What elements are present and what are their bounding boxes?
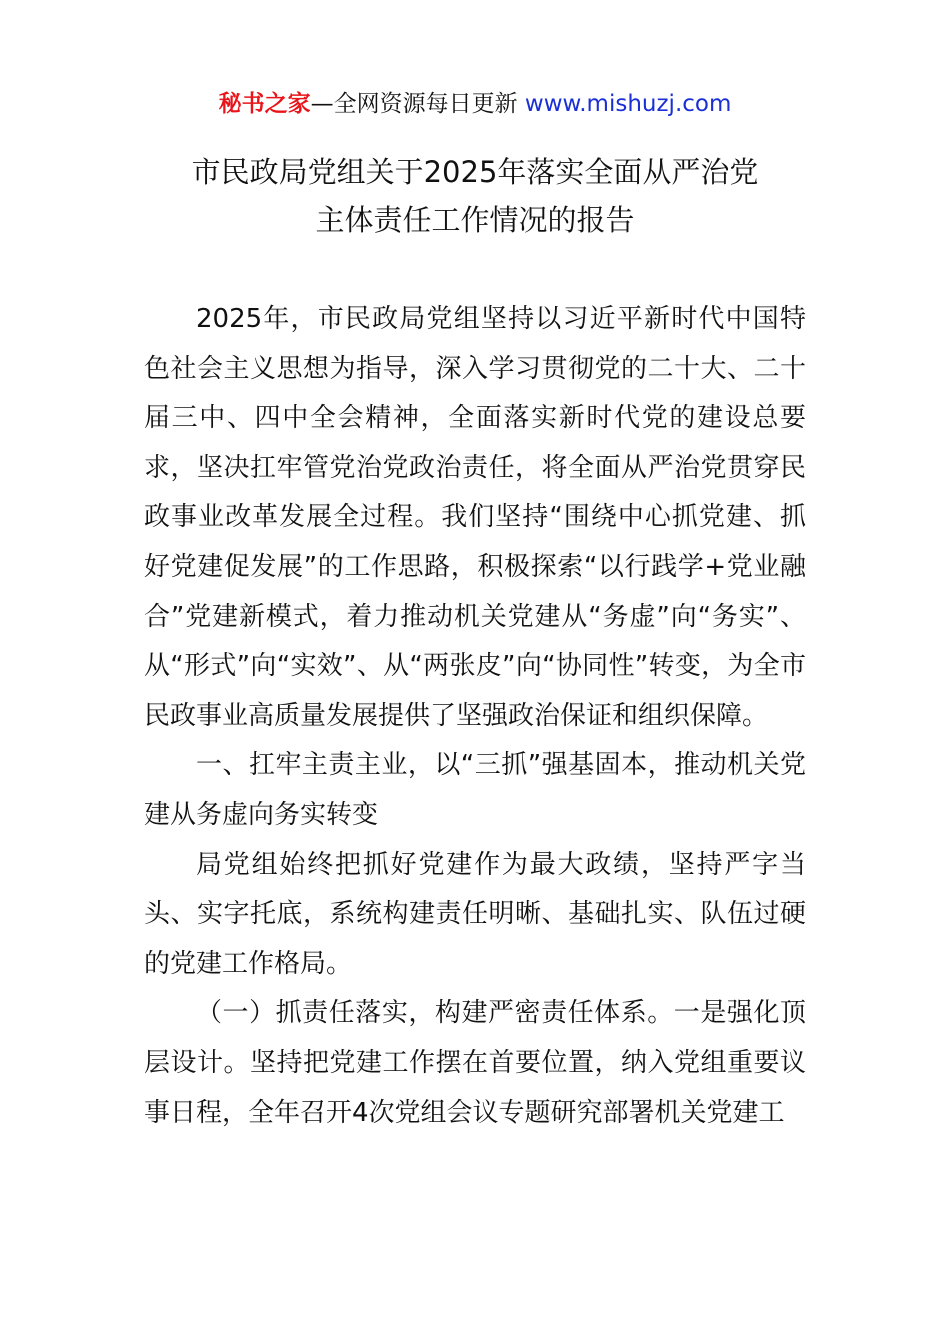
site-url[interactable]: www.mishuzj.com [524, 91, 732, 117]
site-header [0, 88, 950, 120]
intro-paragraph: 2025年，市民政局党组坚持以习近平新时代中国特色社会主义思想为指导，深入学习贯彻党的二十大、二十届三中、四中全会精神，全面落实新时代党的建设总要求，坚决扛牢管党治党政治责任，将全面从严治党贯穿民政事业改革发展全过程。我们坚持“围绕中心抓党建、抓好党建促发展”的工作思路，积极探索“以行践学+党业融合”党建新模式，着力推动机关党建从“务虚”向“务实”、从“形式”向“实效”、从“两张皮”向“协同性”转变，为全市民政事业高质量发展提供了坚强政治保证和组织保障。 [144, 304, 806, 731]
section-heading: 一、扛牢主责主业，以“三抓”强基固本，推动机关党建从务虚向务实转变 [144, 750, 806, 830]
site-name: 秘书之家 [218, 91, 311, 117]
title-line-1: 市民政局党组关于2025年落实全面从严治党 [191, 155, 759, 189]
section-paragraph: 局党组始终把抓好党建作为最大政绩，坚持严字当头、实字托底，系统构建责任明晰、基础扎实、队伍过硬的党建工作格局。 [144, 849, 806, 979]
document-body [144, 295, 806, 1138]
subsection-paragraph: （一）抓责任落实，构建严密责任体系。一是强化顶层设计。坚持把党建工作摆在首要位置，纳入党组重要议事日程，全年召开4次党组会议专题研究部署机关党建工 [144, 998, 806, 1128]
document-title [0, 148, 950, 244]
title-line-2: 主体责任工作情况的报告 [315, 203, 635, 237]
site-tagline: —全网资源每日更新 [310, 91, 525, 117]
